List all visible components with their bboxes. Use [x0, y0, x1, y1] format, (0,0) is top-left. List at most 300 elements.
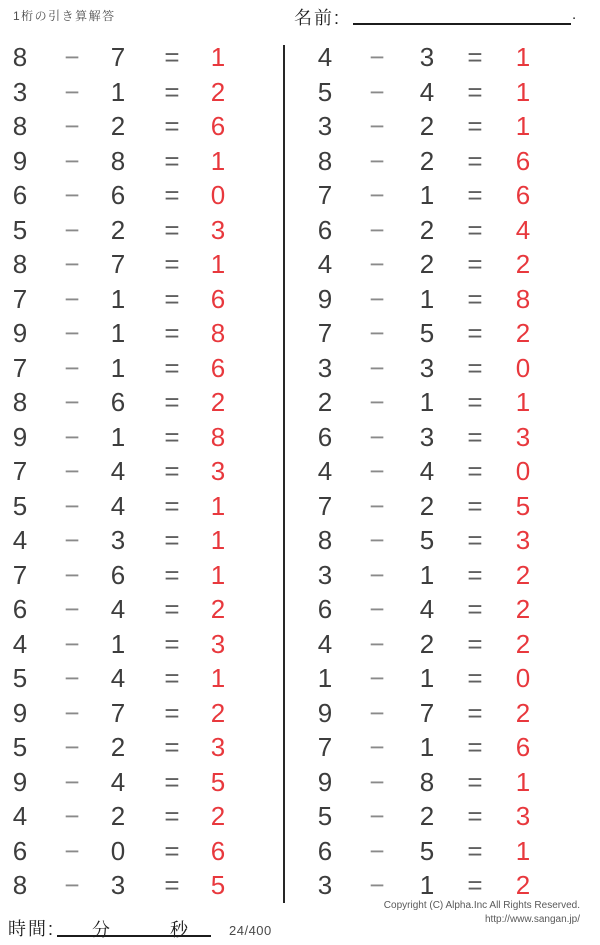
- minuend: 5: [12, 663, 28, 694]
- equals-sign: =: [164, 111, 180, 142]
- minuend: 9: [12, 145, 28, 176]
- subtrahend: 8: [110, 145, 126, 176]
- equals-sign: =: [467, 628, 483, 659]
- problems-column-right: [285, 40, 600, 903]
- minuend: 4: [317, 42, 333, 73]
- page-indicator: 24/400: [229, 923, 272, 938]
- minus-sign: −: [369, 214, 385, 245]
- problem-row: [285, 627, 600, 662]
- equals-sign: =: [164, 352, 180, 383]
- problem-row: [285, 799, 600, 834]
- problem-row: [285, 696, 600, 731]
- minus-sign: −: [64, 766, 80, 797]
- problem-row: [0, 385, 283, 420]
- equals-sign: =: [164, 42, 180, 73]
- problem-row: [0, 489, 283, 524]
- problem-row: [0, 523, 283, 558]
- subtrahend: 1: [110, 352, 126, 383]
- answer: 3: [515, 525, 531, 556]
- problem-row: [0, 799, 283, 834]
- answer: 0: [515, 663, 531, 694]
- answer: 8: [210, 421, 226, 452]
- minus-sign: −: [64, 801, 80, 832]
- problem-row: [285, 178, 600, 213]
- minus-sign: −: [64, 214, 80, 245]
- minus-sign: −: [64, 352, 80, 383]
- subtrahend: 8: [419, 766, 435, 797]
- subtrahend: 3: [419, 42, 435, 73]
- problem-row: [285, 75, 600, 110]
- answer: 0: [515, 456, 531, 487]
- minuend: 4: [317, 249, 333, 280]
- minuend: 6: [317, 594, 333, 625]
- answer: 1: [515, 42, 531, 73]
- answer: 2: [210, 387, 226, 418]
- minus-sign: −: [369, 421, 385, 452]
- problem-row: [285, 247, 600, 282]
- minus-sign: −: [64, 42, 80, 73]
- minuend: 8: [12, 42, 28, 73]
- equals-sign: =: [467, 559, 483, 590]
- equals-sign: =: [164, 663, 180, 694]
- minus-sign: −: [369, 76, 385, 107]
- subtrahend: 1: [110, 628, 126, 659]
- subtrahend: 1: [419, 387, 435, 418]
- minus-sign: −: [369, 111, 385, 142]
- answer: 2: [210, 697, 226, 728]
- subtrahend: 7: [110, 42, 126, 73]
- minuend: 3: [12, 76, 28, 107]
- equals-sign: =: [467, 732, 483, 763]
- minuend: 8: [317, 525, 333, 556]
- minus-sign: −: [369, 42, 385, 73]
- problem-row: [285, 454, 600, 489]
- equals-sign: =: [164, 801, 180, 832]
- equals-sign: =: [467, 766, 483, 797]
- minuend: 5: [317, 76, 333, 107]
- subtrahend: 7: [419, 697, 435, 728]
- subtrahend: 1: [419, 870, 435, 901]
- subtrahend: 4: [419, 76, 435, 107]
- subtrahend: 2: [110, 111, 126, 142]
- answer: 3: [210, 456, 226, 487]
- problem-row: [285, 282, 600, 317]
- equals-sign: =: [164, 214, 180, 245]
- subtrahend: 4: [110, 594, 126, 625]
- subtrahend: 2: [110, 732, 126, 763]
- subtrahend: 7: [110, 249, 126, 280]
- subtrahend: 5: [419, 525, 435, 556]
- equals-sign: =: [164, 559, 180, 590]
- problem-row: [0, 454, 283, 489]
- minus-sign: −: [64, 145, 80, 176]
- subtrahend: 4: [110, 663, 126, 694]
- equals-sign: =: [467, 835, 483, 866]
- minuend: 9: [317, 283, 333, 314]
- minuend: 9: [12, 421, 28, 452]
- subtrahend: 2: [419, 214, 435, 245]
- minus-sign: −: [369, 387, 385, 418]
- problem-row: [0, 834, 283, 869]
- answer: 2: [515, 318, 531, 349]
- answer: 0: [515, 352, 531, 383]
- problem-row: [0, 282, 283, 317]
- minutes-label: 分: [92, 920, 110, 940]
- subtrahend: 4: [110, 456, 126, 487]
- answer: 1: [210, 490, 226, 521]
- minus-sign: −: [64, 111, 80, 142]
- minus-sign: −: [64, 421, 80, 452]
- name-line-period: .: [572, 6, 577, 23]
- equals-sign: =: [164, 525, 180, 556]
- equals-sign: =: [467, 42, 483, 73]
- answer: 1: [210, 249, 226, 280]
- problem-row: [285, 661, 600, 696]
- minus-sign: −: [64, 490, 80, 521]
- minuend: 8: [12, 870, 28, 901]
- minuend: 6: [12, 594, 28, 625]
- minus-sign: −: [64, 594, 80, 625]
- equals-sign: =: [164, 283, 180, 314]
- equals-sign: =: [467, 76, 483, 107]
- subtrahend: 5: [419, 318, 435, 349]
- problem-row: [0, 765, 283, 800]
- minuend: 2: [317, 387, 333, 418]
- minus-sign: −: [369, 697, 385, 728]
- minus-sign: −: [369, 870, 385, 901]
- minuend: 5: [12, 214, 28, 245]
- minus-sign: −: [369, 180, 385, 211]
- minus-sign: −: [369, 318, 385, 349]
- answer: 8: [515, 283, 531, 314]
- equals-sign: =: [467, 283, 483, 314]
- minuend: 7: [317, 732, 333, 763]
- subtrahend: 4: [110, 490, 126, 521]
- minus-sign: −: [64, 732, 80, 763]
- minus-sign: −: [369, 352, 385, 383]
- subtrahend: 6: [110, 387, 126, 418]
- minuend: 3: [317, 870, 333, 901]
- problem-row: [0, 420, 283, 455]
- problem-row: [285, 558, 600, 593]
- copyright-line1: Copyright (C) Alpha.Inc All Rights Reserved.: [383, 900, 580, 911]
- answer: 2: [210, 594, 226, 625]
- equals-sign: =: [164, 456, 180, 487]
- problem-row: [285, 213, 600, 248]
- problem-row: [0, 316, 283, 351]
- minuend: 8: [12, 387, 28, 418]
- minuend: 7: [12, 456, 28, 487]
- subtrahend: 4: [110, 766, 126, 797]
- minus-sign: −: [64, 697, 80, 728]
- minuend: 7: [317, 318, 333, 349]
- time-label: 時間:: [8, 919, 56, 939]
- equals-sign: =: [467, 318, 483, 349]
- subtrahend: 2: [419, 111, 435, 142]
- subtrahend: 1: [419, 180, 435, 211]
- answer: 5: [210, 870, 226, 901]
- minuend: 9: [12, 318, 28, 349]
- equals-sign: =: [164, 318, 180, 349]
- subtrahend: 1: [110, 283, 126, 314]
- minus-sign: −: [64, 628, 80, 659]
- answer: 1: [210, 42, 226, 73]
- problem-row: [285, 385, 600, 420]
- minus-sign: −: [64, 283, 80, 314]
- equals-sign: =: [467, 111, 483, 142]
- minus-sign: −: [369, 766, 385, 797]
- problem-row: [285, 834, 600, 869]
- answer: 0: [210, 180, 226, 211]
- problem-row: [0, 696, 283, 731]
- minus-sign: −: [64, 318, 80, 349]
- minuend: 1: [317, 663, 333, 694]
- minuend: 9: [12, 766, 28, 797]
- minus-sign: −: [64, 180, 80, 211]
- minus-sign: −: [369, 456, 385, 487]
- answer: 8: [210, 318, 226, 349]
- answer: 5: [210, 766, 226, 797]
- minuend: 6: [12, 180, 28, 211]
- answer: 2: [210, 801, 226, 832]
- equals-sign: =: [467, 490, 483, 521]
- minuend: 7: [12, 352, 28, 383]
- problem-row: [285, 868, 600, 903]
- subtrahend: 1: [419, 559, 435, 590]
- minus-sign: −: [64, 76, 80, 107]
- answer: 2: [515, 559, 531, 590]
- minus-sign: −: [369, 732, 385, 763]
- equals-sign: =: [164, 732, 180, 763]
- equals-sign: =: [467, 352, 483, 383]
- answer: 1: [210, 525, 226, 556]
- problem-row: [0, 558, 283, 593]
- equals-sign: =: [467, 145, 483, 176]
- problem-row: [0, 730, 283, 765]
- answer: 6: [515, 145, 531, 176]
- problem-row: [0, 40, 283, 75]
- problem-row: [285, 730, 600, 765]
- answer: 1: [515, 766, 531, 797]
- answer: 6: [210, 283, 226, 314]
- minus-sign: −: [369, 559, 385, 590]
- minuend: 6: [317, 214, 333, 245]
- equals-sign: =: [467, 594, 483, 625]
- subtrahend: 2: [419, 490, 435, 521]
- subtrahend: 4: [419, 456, 435, 487]
- problem-row: [0, 592, 283, 627]
- equals-sign: =: [164, 835, 180, 866]
- minus-sign: −: [64, 870, 80, 901]
- answer: 3: [515, 421, 531, 452]
- answer: 1: [515, 111, 531, 142]
- minuend: 7: [12, 283, 28, 314]
- minus-sign: −: [64, 387, 80, 418]
- answer: 3: [515, 801, 531, 832]
- subtrahend: 1: [110, 318, 126, 349]
- copyright-line2: http://www.sangan.jp/: [484, 913, 580, 925]
- answer: 6: [210, 352, 226, 383]
- minuend: 7: [317, 180, 333, 211]
- minus-sign: −: [369, 490, 385, 521]
- problem-row: [285, 420, 600, 455]
- equals-sign: =: [467, 387, 483, 418]
- minuend: 6: [317, 835, 333, 866]
- minuend: 3: [317, 352, 333, 383]
- minuend: 4: [12, 525, 28, 556]
- minuend: 6: [12, 835, 28, 866]
- minus-sign: −: [369, 594, 385, 625]
- equals-sign: =: [164, 387, 180, 418]
- answer: 4: [515, 214, 531, 245]
- problem-row: [0, 109, 283, 144]
- minuend: 7: [12, 559, 28, 590]
- equals-sign: =: [164, 249, 180, 280]
- seconds-label: 秒: [170, 920, 188, 940]
- equals-sign: =: [164, 180, 180, 211]
- equals-sign: =: [467, 870, 483, 901]
- subtrahend: 3: [110, 525, 126, 556]
- equals-sign: =: [164, 490, 180, 521]
- minus-sign: −: [369, 663, 385, 694]
- problem-row: [0, 75, 283, 110]
- minus-sign: −: [369, 801, 385, 832]
- subtrahend: 5: [419, 835, 435, 866]
- answer: 1: [210, 145, 226, 176]
- subtrahend: 3: [419, 352, 435, 383]
- answer: 6: [515, 180, 531, 211]
- answer: 1: [515, 387, 531, 418]
- subtrahend: 2: [110, 801, 126, 832]
- minuend: 8: [12, 249, 28, 280]
- equals-sign: =: [467, 663, 483, 694]
- equals-sign: =: [467, 180, 483, 211]
- subtrahend: 2: [110, 214, 126, 245]
- problem-row: [0, 868, 283, 903]
- problem-row: [285, 523, 600, 558]
- subtrahend: 0: [110, 835, 126, 866]
- minus-sign: −: [64, 835, 80, 866]
- minuend: 8: [12, 111, 28, 142]
- answer: 2: [515, 594, 531, 625]
- minuend: 5: [317, 801, 333, 832]
- subtrahend: 1: [419, 283, 435, 314]
- answer: 2: [515, 697, 531, 728]
- minuend: 9: [317, 697, 333, 728]
- minuend: 4: [12, 628, 28, 659]
- equals-sign: =: [164, 628, 180, 659]
- problem-row: [0, 627, 283, 662]
- answer: 1: [210, 559, 226, 590]
- answer: 3: [210, 214, 226, 245]
- minuend: 3: [317, 559, 333, 590]
- answer: 6: [210, 111, 226, 142]
- minus-sign: −: [369, 249, 385, 280]
- problem-row: [285, 40, 600, 75]
- subtrahend: 3: [110, 870, 126, 901]
- minuend: 3: [317, 111, 333, 142]
- problem-row: [285, 316, 600, 351]
- answer: 3: [210, 628, 226, 659]
- minuend: 4: [12, 801, 28, 832]
- minus-sign: −: [369, 835, 385, 866]
- answer: 6: [515, 732, 531, 763]
- subtrahend: 6: [110, 180, 126, 211]
- problem-row: [285, 351, 600, 386]
- subtrahend: 7: [110, 697, 126, 728]
- minus-sign: −: [64, 456, 80, 487]
- answer: 2: [515, 628, 531, 659]
- subtrahend: 1: [110, 421, 126, 452]
- copyright: [384, 899, 580, 926]
- problem-row: [0, 351, 283, 386]
- equals-sign: =: [467, 525, 483, 556]
- name-write-line: [353, 3, 571, 25]
- equals-sign: =: [164, 145, 180, 176]
- equals-sign: =: [164, 766, 180, 797]
- minuend: 5: [12, 490, 28, 521]
- answer: 1: [210, 663, 226, 694]
- problem-row: [0, 247, 283, 282]
- minuend: 9: [317, 766, 333, 797]
- minuend: 4: [317, 628, 333, 659]
- equals-sign: =: [467, 214, 483, 245]
- minus-sign: −: [64, 525, 80, 556]
- page-title: 1桁の引き算解答: [13, 9, 116, 23]
- problems-column-left: [0, 40, 283, 903]
- subtrahend: 1: [110, 76, 126, 107]
- problem-row: [0, 144, 283, 179]
- minuend: 4: [317, 456, 333, 487]
- equals-sign: =: [164, 870, 180, 901]
- minuend: 5: [12, 732, 28, 763]
- answer: 2: [515, 870, 531, 901]
- minus-sign: −: [64, 249, 80, 280]
- minus-sign: −: [369, 283, 385, 314]
- minus-sign: −: [369, 525, 385, 556]
- minuend: 6: [317, 421, 333, 452]
- equals-sign: =: [467, 456, 483, 487]
- minuend: 8: [317, 145, 333, 176]
- answer: 6: [210, 835, 226, 866]
- equals-sign: =: [164, 697, 180, 728]
- equals-sign: =: [164, 76, 180, 107]
- minus-sign: −: [369, 145, 385, 176]
- subtrahend: 3: [419, 421, 435, 452]
- problem-row: [285, 489, 600, 524]
- subtrahend: 6: [110, 559, 126, 590]
- answer: 3: [210, 732, 226, 763]
- problem-row: [285, 144, 600, 179]
- minus-sign: −: [64, 559, 80, 590]
- minus-sign: −: [369, 628, 385, 659]
- subtrahend: 2: [419, 628, 435, 659]
- answer: 2: [210, 76, 226, 107]
- problem-row: [0, 661, 283, 696]
- name-label: 名前:: [294, 8, 342, 28]
- answer: 1: [515, 835, 531, 866]
- answer: 5: [515, 490, 531, 521]
- problem-row: [285, 765, 600, 800]
- problem-row: [285, 109, 600, 144]
- problem-row: [0, 213, 283, 248]
- problem-row: [0, 178, 283, 213]
- equals-sign: =: [467, 697, 483, 728]
- equals-sign: =: [164, 594, 180, 625]
- subtrahend: 2: [419, 249, 435, 280]
- subtrahend: 2: [419, 801, 435, 832]
- minuend: 7: [317, 490, 333, 521]
